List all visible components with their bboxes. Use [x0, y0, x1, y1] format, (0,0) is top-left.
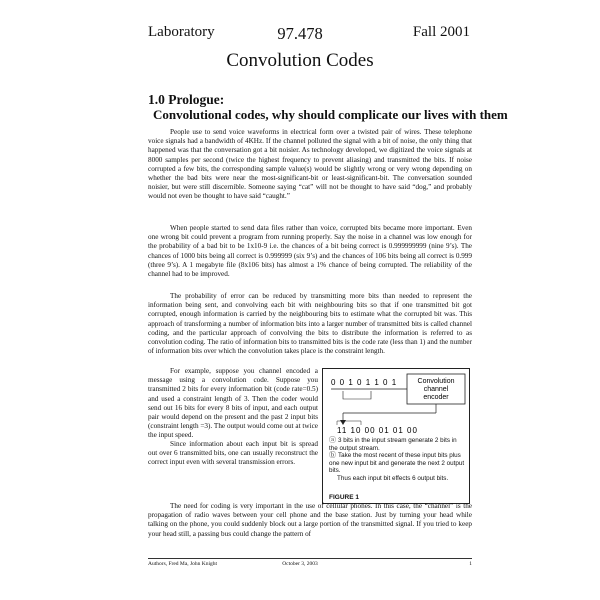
encoder-label-line-2: channel	[423, 386, 449, 393]
note-b-marker-icon: ⓑ	[329, 452, 338, 459]
header-course-number: 97.478	[277, 24, 323, 43]
encoder-label-line-1: Convolution	[417, 378, 455, 385]
figure-note-a: 3 bits in the input stream generate 2 bits in the output stream.	[329, 437, 457, 452]
note-a-marker-icon: ⓐ	[329, 437, 338, 444]
section-subtitle: Convolutional codes, why should complicate our lives with them	[153, 107, 508, 122]
header-course-type: Laboratory	[148, 24, 215, 40]
paragraph-6: The need for coding is very important in the use of cellular phones. In this case, the “channel” is the propagation of radio waves between your cell phone and the base station. Just by turning your head while talking on the phone, you could suddenly block out a large portion of the transmitted signal. If you tried to keep your head still, a passing bus could change the pattern of	[148, 502, 472, 538]
paragraph-1: People use to send voice waveforms in electrical form over a twisted pair of wires. These telephone voice signals had a bandwidth of 4KHz. If the channel polluted the signal with a bit of noise, the only thing that happened was that the conversation got a bit noisier. As technology developed, we digitized the voice signals at 8000 samples per second (twice the highest frequency to prevent aliasing) and transmitted the bits. If noise corrupted a few bits, the corresponding sample value(s) would be slightly wrong or very wrong depending on whether the bad bits were near the most-significant-bit or least-significant-bit. The conversation sounded noisier, but were still discernible. Someone saying “cat” will not be thought to have said “dog,” and probably would not even be thought to have said “caught.”	[148, 128, 472, 201]
paragraph-4: For example, suppose you channel encoded a message using a convolution code. Suppose you transmitted 2 bits for every information bit (code rate=0.5) and used a constraint length of 3. Then the coder would send out 16 bits for every 8 bits of input, and each output pair would depend on the present and the past 2 input bits (constraint length =3). The output would come out at twice the input speed.	[148, 367, 318, 440]
footer-page-number: 1	[469, 561, 472, 567]
input-bit-stream: 0 0 1 0 1 1 0 1	[331, 378, 398, 387]
figure-label: FIGURE 1	[329, 494, 359, 501]
paragraph-5: Since information about each input bit is spread out over 6 transmitted bits, one can usually reconstruct the correct input even with several transmission errors.	[148, 440, 318, 467]
paragraph-2: When people started to send data files rather than voice, corrupted bits became more important. Even one wrong bit could prevent a program from running properly. Say the noise in a channel was low enough for the probability of a bad bit to be 1x10-9 i.e. the chances of a bit being correct is 0.999999999 (nine 9’s). The chances of 1000 bits being all correct is 0.999999 (six 9’s) and the chances of 106 bits being all correct is 0.999 (three 9’s). A 1 megabyte file (8x106 bits) has almost a 1% chance of being corrupted. The reliability of the channel had to be improved.	[148, 224, 472, 279]
figure-notes	[329, 437, 467, 482]
footer-authors: Authors, Fred Ma, John Knight	[148, 561, 218, 567]
footer-date: October 3, 2003	[282, 561, 318, 567]
output-pair-bracket	[337, 421, 361, 425]
output-bit-stream: 11 10 00 01 01 00	[337, 426, 418, 435]
header-term: Fall 2001	[412, 24, 470, 40]
footer-rule	[148, 558, 472, 559]
figure-note-b: Take the most recent of these input bits plus one new input bit and generate the next 2 output bits.	[329, 452, 465, 474]
section-heading: 1.0 Prologue:	[148, 92, 225, 107]
document-title: Convolution Codes	[226, 50, 374, 71]
paragraph-3: The probability of error can be reduced by transmitting more bits than needed to represent the information being sent, and convolving each bit with neighbouring bits so that if one transmitted bit got corrupted, enough information is carried by the neighbouring bits to estimate what the corrupted bit was. This approach of transforming a number of information bits into a larger number of transmitted bits is called channel coding, and the particular approach of convolving the bits to distribute the information is referred to as convolution coding. The ratio of information bits to transmitted bits is the code rate (less than 1) and the number of information bits over which the convolution takes place is the constraint length.	[148, 292, 472, 356]
encoder-label-line-3: encoder	[423, 394, 449, 401]
input-window-bracket	[343, 391, 371, 399]
figure-note-c: Thus each input bit effects 6 output bits.	[337, 474, 449, 482]
figure-1	[322, 368, 470, 504]
